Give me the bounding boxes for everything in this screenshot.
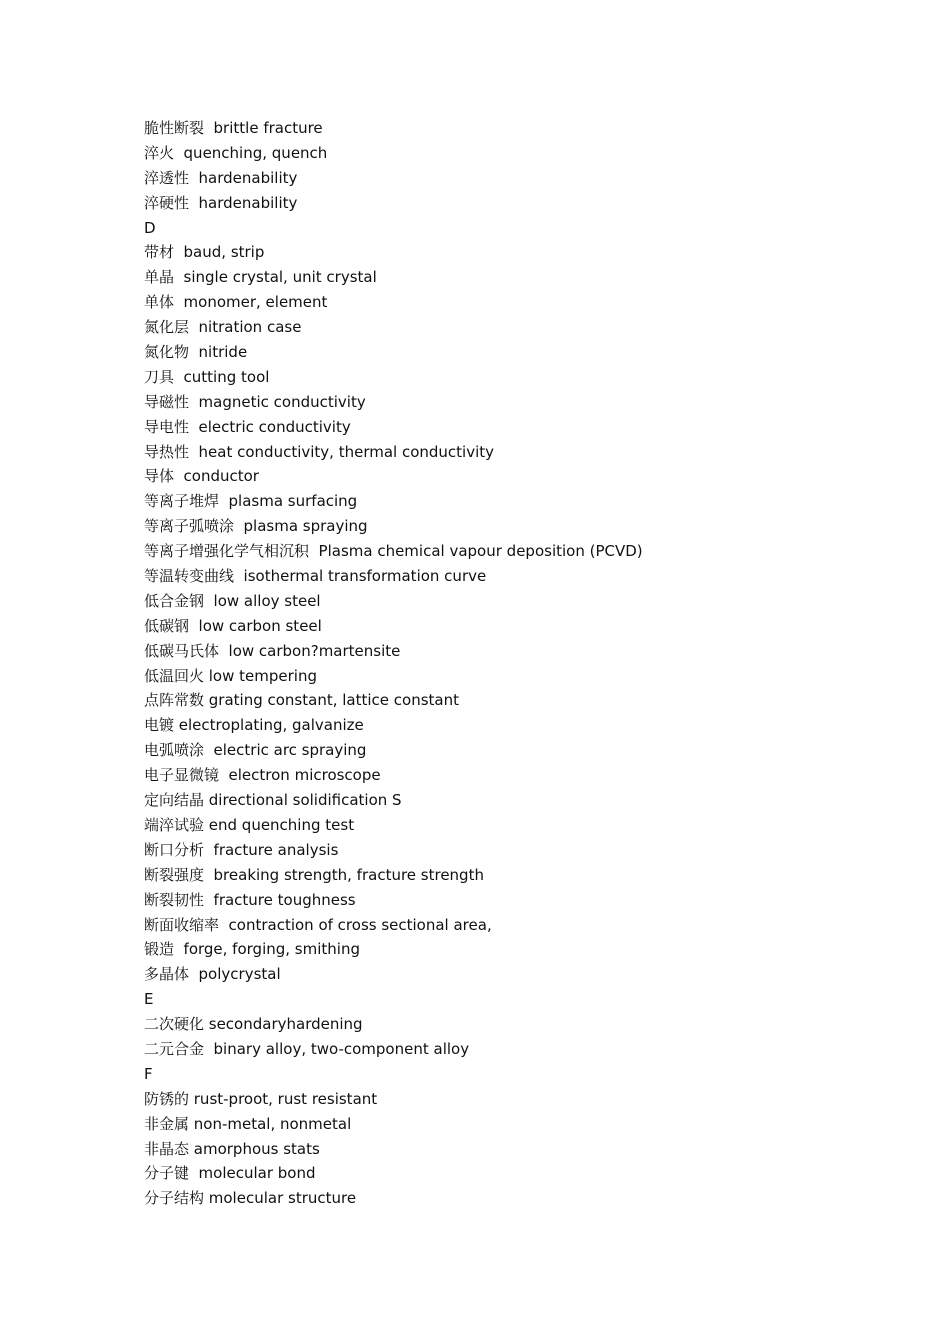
glossary-entry: 淬硬性 hardenability — [144, 193, 298, 212]
glossary-entry: 分子键 molecular bond — [144, 1164, 316, 1183]
glossary-entry: 导热性 heat conductivity, thermal conductivity — [144, 442, 495, 461]
glossary-entry: 断裂韧性 fracture toughness — [144, 890, 356, 909]
glossary-entry: 防锈的 rust-proot, rust resistant — [144, 1089, 378, 1108]
glossary-entry: 低碳钢 low carbon steel — [144, 616, 322, 635]
glossary-entry: 导体 conductor — [144, 467, 259, 486]
glossary-page — [144, 116, 904, 1211]
glossary-entry: 电弧喷涂 electric arc spraying — [144, 741, 367, 760]
section-letter: F — [144, 1064, 153, 1083]
glossary-entry: 电子显微镜 electron microscope — [144, 766, 381, 785]
glossary-entry: 氮化层 nitration case — [144, 318, 302, 337]
glossary-entry: 导电性 electric conductivity — [144, 417, 351, 436]
glossary-entry: 断面收缩率 contraction of cross sectional area, — [144, 915, 492, 934]
glossary-entry: 低碳马氏体 low carbon?martensite — [144, 641, 401, 660]
glossary-entry: 端淬试验 end quenching test — [144, 815, 355, 834]
glossary-entry: 单晶 single crystal, unit crystal — [144, 268, 377, 287]
section-letter: D — [144, 218, 156, 237]
glossary-entry: 二次硬化 secondaryhardening — [144, 1015, 363, 1034]
glossary-entry: 带材 baud, strip — [144, 243, 265, 262]
glossary-entry: 等离子堆焊 plasma surfacing — [144, 492, 358, 511]
glossary-entry: 非金属 non-metal, nonmetal — [144, 1114, 352, 1133]
glossary-entry: 脆性断裂 brittle fracture — [144, 119, 323, 137]
glossary-entry: 断裂强度 breaking strength, fracture strength — [144, 865, 484, 884]
glossary-entry: 刀具 cutting tool — [144, 367, 270, 386]
glossary-entry: 等离子增强化学气相沉积 Plasma chemical vapour deposition (PCVD) — [144, 542, 643, 561]
glossary-entry: 非晶态 amorphous stats — [144, 1139, 320, 1158]
glossary-entry: 点阵常数 grating constant, lattice constant — [144, 691, 459, 710]
glossary-entry: 二元合金 binary alloy, two-component alloy — [144, 1039, 470, 1058]
glossary-entry: 低温回火 low tempering — [144, 666, 317, 685]
glossary-entry: 电镀 electroplating, galvanize — [144, 716, 364, 735]
glossary-entry: 淬火 quenching, quench — [144, 143, 328, 162]
glossary-entry: 等离子弧喷涂 plasma spraying — [144, 517, 368, 536]
glossary-entry: 断口分析 fracture analysis — [144, 840, 339, 859]
glossary-entry: 多晶体 polycrystal — [144, 965, 281, 984]
glossary-entry: 氮化物 nitride — [144, 343, 248, 362]
glossary-entry: 锻造 forge, forging, smithing — [144, 940, 360, 959]
glossary-entry: 等温转变曲线 isothermal transformation curve — [144, 567, 487, 586]
glossary-entry: 导磁性 magnetic conductivity — [144, 392, 366, 411]
glossary-entry: 淬透性 hardenability — [144, 168, 298, 187]
section-letter: E — [144, 990, 154, 1009]
glossary-entry: 单体 monomer, element — [144, 293, 328, 312]
glossary-entry: 定向结晶 directional solidification S — [144, 791, 402, 810]
glossary-entry: 低合金钢 low alloy steel — [144, 591, 321, 610]
glossary-entry: 分子结构 molecular structure — [144, 1189, 357, 1208]
